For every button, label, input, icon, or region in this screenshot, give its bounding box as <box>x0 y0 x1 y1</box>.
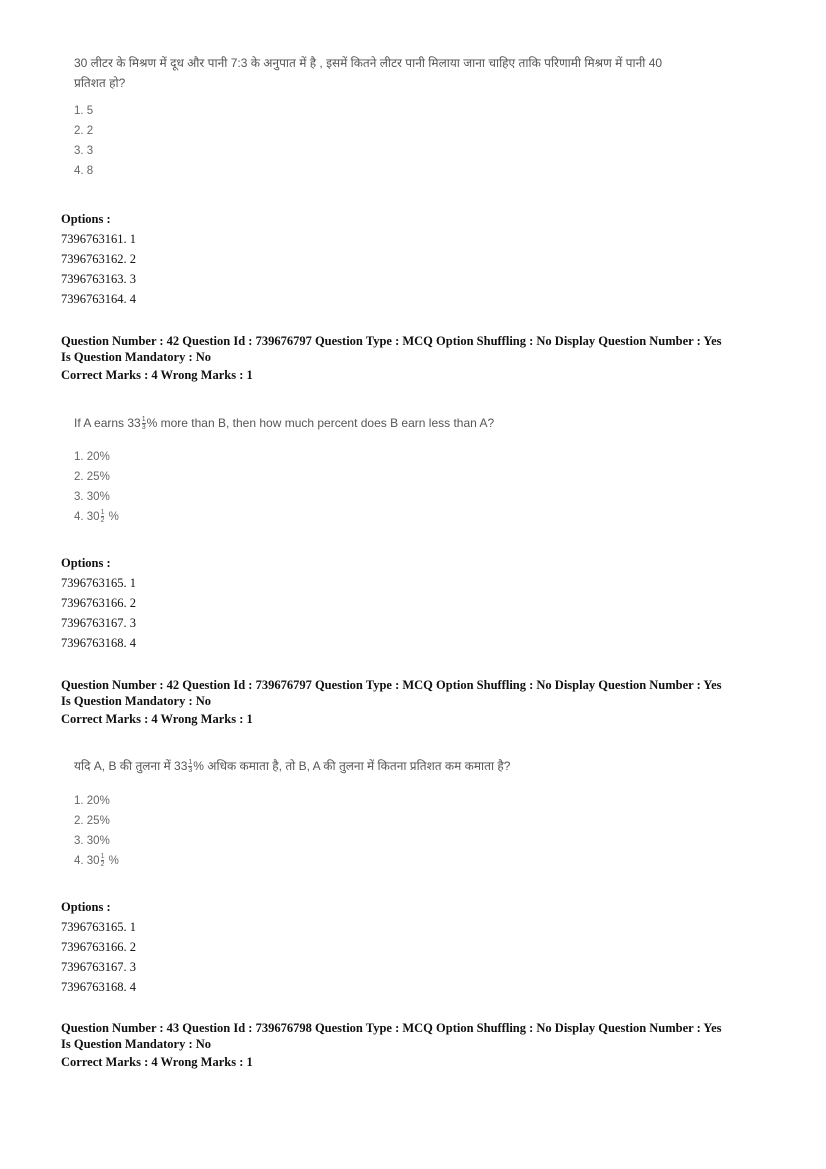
question-text-post: % अधिक कमाता है, तो B, A की तुलना में कितना प्रतिशत कम कमाता है? <box>193 759 511 773</box>
option-row: 7396763163. 3 <box>61 272 136 286</box>
choice-list <box>74 101 774 181</box>
fraction-numerator: 1 <box>100 509 105 517</box>
choice-4-post: % <box>105 855 119 867</box>
fraction-denominator: 2 <box>100 861 105 869</box>
meta-line: Is Question Mandatory : No <box>61 1037 212 1051</box>
meta-line: Is Question Mandatory : No <box>61 694 212 708</box>
meta-line: Question Number : 42 Question Id : 739676797 Question Type : MCQ Option Shuffling : No Display Question Number : Yes <box>61 334 722 348</box>
options-block-42-en <box>61 553 781 653</box>
options-block-42-hi <box>61 897 781 997</box>
fraction-denominator: 3 <box>188 767 193 775</box>
question-42-english-image <box>74 413 774 527</box>
choice-item: 1. 20% <box>74 451 110 463</box>
question-text-pre: If A earns 33 <box>74 416 141 430</box>
choice-4-pre: 4. 30 <box>74 511 100 523</box>
fraction-numerator: 1 <box>100 853 105 861</box>
options-heading: Options : <box>61 212 111 226</box>
choice-item: 2. 25% <box>74 471 110 483</box>
choice-4-post: % <box>105 511 119 523</box>
meta-line: Question Number : 42 Question Id : 739676797 Question Type : MCQ Option Shuffling : No Display Question Number : Yes <box>61 678 722 692</box>
fraction <box>101 853 105 868</box>
question-text-line2: प्रतिशत हो? <box>74 76 126 90</box>
question-42-meta <box>61 333 781 383</box>
choice-item: 2. 25% <box>74 815 110 827</box>
option-row: 7396763167. 3 <box>61 616 136 630</box>
fraction-numerator: 1 <box>188 759 193 767</box>
option-row: 7396763162. 2 <box>61 252 136 266</box>
fraction <box>188 759 192 774</box>
option-row: 7396763168. 4 <box>61 980 136 994</box>
question-text <box>74 756 774 776</box>
fraction <box>101 509 105 524</box>
choice-list <box>74 447 774 527</box>
option-row: 7396763164. 4 <box>61 292 136 306</box>
options-block-41 <box>61 209 781 309</box>
fraction-denominator: 3 <box>141 424 146 432</box>
option-row: 7396763166. 2 <box>61 940 136 954</box>
meta-line: Correct Marks : 4 Wrong Marks : 1 <box>61 712 253 726</box>
option-row: 7396763168. 4 <box>61 636 136 650</box>
choice-item: 1. 20% <box>74 795 110 807</box>
option-row: 7396763161. 1 <box>61 232 136 246</box>
choice-item: 3. 30% <box>74 491 110 503</box>
options-heading: Options : <box>61 556 111 570</box>
fraction-denominator: 2 <box>100 517 105 525</box>
choice-item: 1. 5 <box>74 105 94 117</box>
meta-line: Correct Marks : 4 Wrong Marks : 1 <box>61 368 253 382</box>
options-heading: Options : <box>61 900 111 914</box>
choice-item: 4. 8 <box>74 165 94 177</box>
question-43-meta <box>61 1020 781 1070</box>
choice-item: 3. 3 <box>74 145 94 157</box>
fraction-numerator: 1 <box>141 416 146 424</box>
choice-item <box>74 507 774 527</box>
meta-line: Correct Marks : 4 Wrong Marks : 1 <box>61 1055 253 1069</box>
question-text-line1: 30 लीटर के मिश्रण में दूध और पानी 7:3 के अनुपात में है , इसमें कितने लीटर पानी मिलाया जाना चाहिए ताकि परिणामी मिश्रण में पानी 40 <box>74 56 663 70</box>
question-text <box>74 413 774 433</box>
choice-item: 3. 30% <box>74 835 110 847</box>
option-row: 7396763165. 1 <box>61 576 136 590</box>
question-text-pre: यदि A, B की तुलना में 33 <box>74 759 188 773</box>
option-row: 7396763166. 2 <box>61 596 136 610</box>
fraction <box>142 416 146 431</box>
choice-item: 2. 2 <box>74 125 94 137</box>
option-row: 7396763167. 3 <box>61 960 136 974</box>
choice-4-pre: 4. 30 <box>74 855 100 867</box>
choice-item <box>74 851 774 871</box>
choice-list <box>74 791 774 871</box>
question-42-hindi-meta <box>61 677 781 727</box>
meta-line: Is Question Mandatory : No <box>61 350 212 364</box>
question-41-hindi-image <box>74 53 774 181</box>
meta-line: Question Number : 43 Question Id : 739676798 Question Type : MCQ Option Shuffling : No Display Question Number : Yes <box>61 1021 722 1035</box>
question-text-post: % more than B, then how much percent does B earn less than A? <box>146 416 495 430</box>
question-42-hindi-image <box>74 756 774 871</box>
option-row: 7396763165. 1 <box>61 920 136 934</box>
